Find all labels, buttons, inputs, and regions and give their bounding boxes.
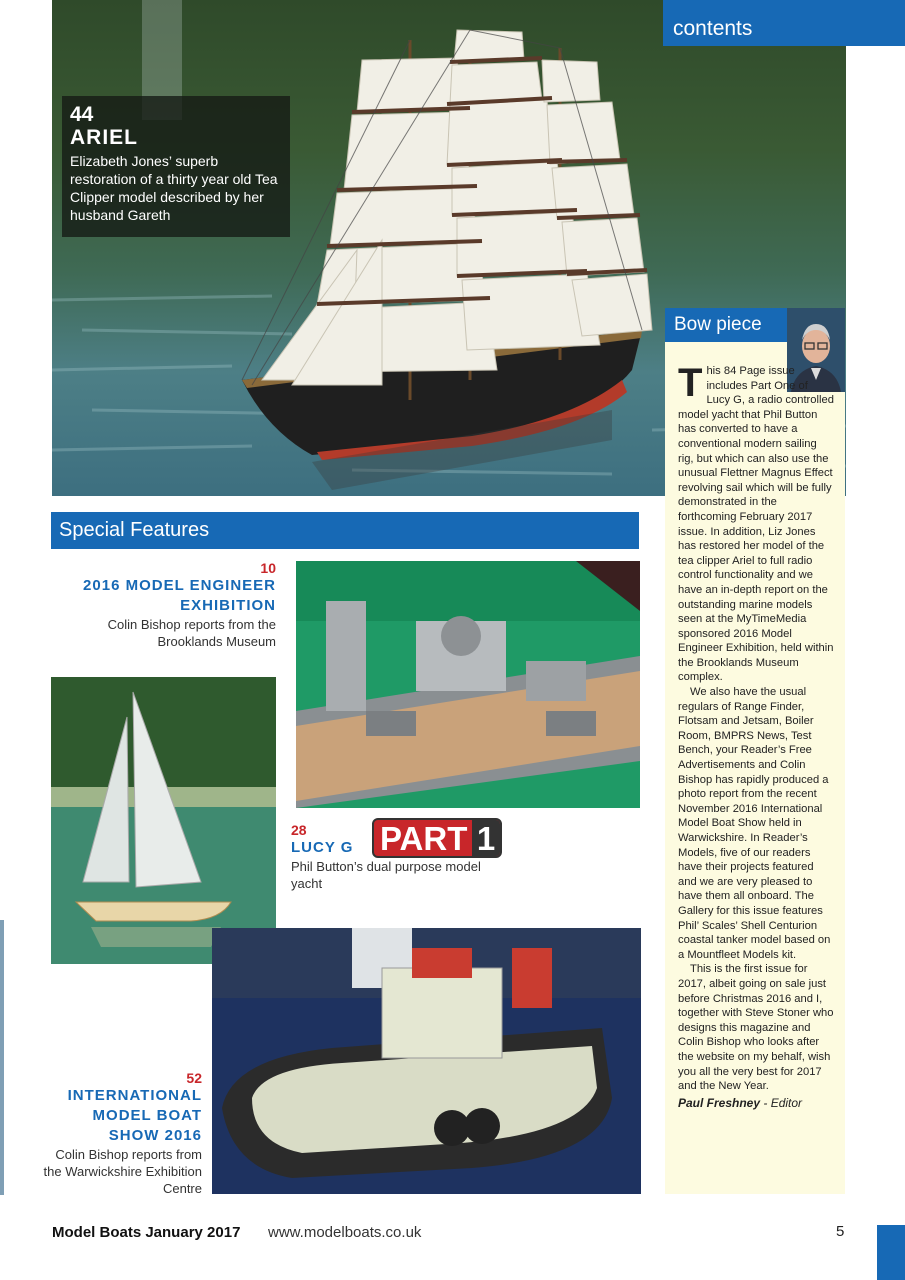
- page-edge-strip: [0, 920, 4, 1195]
- footer-color-tab: [877, 1225, 905, 1280]
- bow-piece-paragraph-2: We also have the usual regulars of Range Finder, Flotsam and Jetsam, Boiler Room, BMPRS News, Test Bench, your Reader’s Free Advertisements and Colin Bishop has rapidly produced a photo report from the recent November 2016 International Model Boat Show held in Warwickshire. In Reader’s Models, five of our readers have their projects featured and we are very pleased to have them all onboard. The Gallery for this issue features Phil’ Scales’ Shell Centurion coastal tanker model based on a Mountfleet Models kit.: [678, 686, 831, 961]
- bow-piece-paragraph-1: his 84 Page issue includes Part One of Lucy G, a radio controlled model yacht that Phil Button has converted to have a conventional modern sailing rig, but which can also use the unusual Flettner Magnus Effect revolving sail which will be fully demonstrated in the forthcoming February 2017 issue. In addition, Liz Jones has restored her model of the tea clipper Ariel to full radio control functionality and we have an in-depth report on the outstanding marine models seen at the MyTimeMedia sponsored 2016 Model Engineer Exhibition, held within the Brooklands Museum complex.: [678, 365, 834, 684]
- signature-role: - Editor: [760, 1095, 803, 1110]
- feature-page-number: 28: [291, 822, 307, 838]
- badge-number: 1: [472, 820, 500, 856]
- feature-page-number: 52: [186, 1070, 202, 1086]
- feature-title: 2016 MODEL ENGINEER EXHIBITION: [83, 577, 276, 614]
- bow-piece-heading: Bow piece: [665, 308, 787, 342]
- footer-magazine-title: Model Boats January 2017: [52, 1224, 241, 1241]
- cover-feature-caption: [62, 96, 290, 237]
- feature-page-number: 10: [260, 560, 276, 576]
- contents-banner: contents: [663, 0, 905, 46]
- bow-piece-dropcap: T: [678, 361, 703, 405]
- feature-model-engineer-exhibition: [60, 560, 276, 650]
- feature-title: INTERNATIONAL MODEL BOAT SHOW 2016: [67, 1087, 202, 1144]
- cover-feature-page: 44: [70, 103, 94, 126]
- feature-description: Colin Bishop reports from the Warwickshire Exhibition Centre: [43, 1147, 202, 1196]
- page-number: 5: [836, 1223, 845, 1240]
- badge-word: PART: [380, 820, 468, 857]
- part-one-badge: [372, 818, 502, 858]
- cover-feature-description: Elizabeth Jones’ superb restoration of a thirty year old Tea Clipper model described by her husband Gareth: [70, 153, 278, 223]
- bow-piece-signature: [678, 1096, 834, 1111]
- footer-website-url: www.modelboats.co.uk: [268, 1224, 422, 1241]
- feature-description: Colin Bishop reports from the Brooklands Museum: [107, 617, 276, 649]
- tug-model-photo: [212, 928, 641, 1194]
- feature-title: LUCY G: [291, 839, 354, 856]
- special-features-heading: Special Features: [51, 512, 639, 549]
- lucy-g-yacht-photo: [51, 677, 276, 964]
- bow-piece-article: [678, 361, 834, 1110]
- bow-piece-paragraph-3: This is the first issue for 2017, albeit going on sale just before Christmas 2016 and I, together with Steve Stoner who designs this magazine and Colin Bishop who looks after the website on my behalf, wish you all the very best for 2017 and the New Year.: [678, 963, 834, 1093]
- feature-international-model-boat-show: [40, 1070, 202, 1197]
- cover-feature-title: ARIEL: [70, 126, 138, 149]
- feature-description: Phil Button’s dual purpose model yacht: [291, 859, 481, 891]
- warship-model-photo: [296, 561, 640, 808]
- signature-name: Paul Freshney: [678, 1095, 761, 1110]
